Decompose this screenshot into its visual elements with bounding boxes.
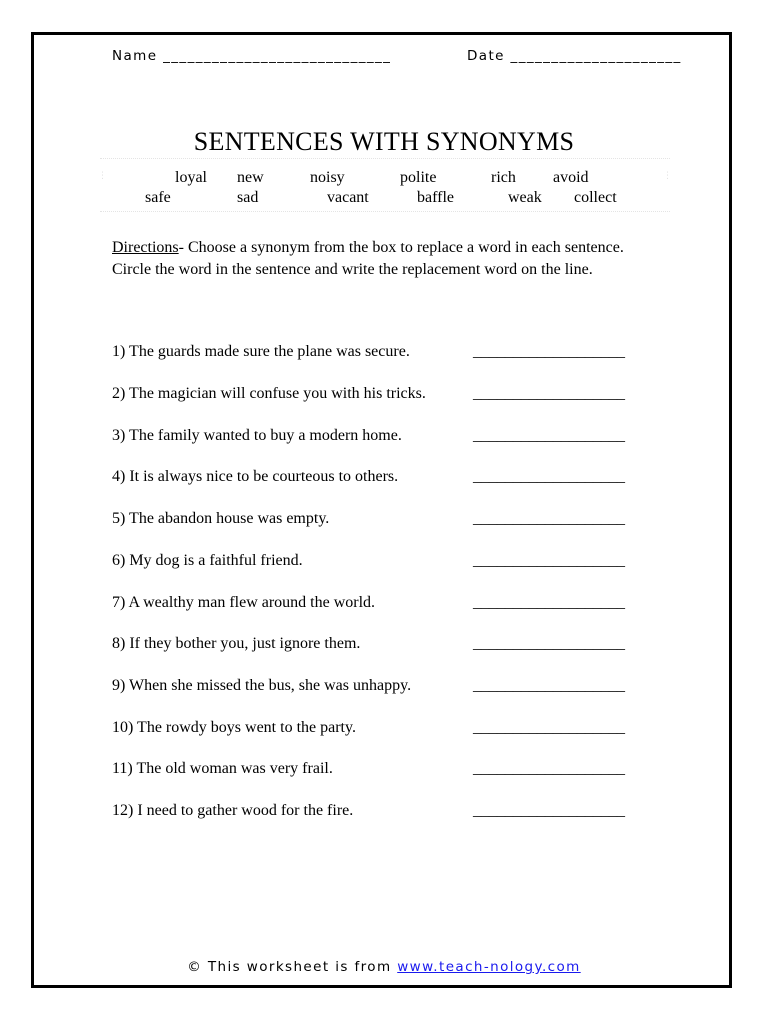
question-item: 10) The rowdy boys went to the party. — [112, 719, 356, 736]
answer-line[interactable]: ___________________ — [473, 343, 625, 360]
question-item: 5) The abandon house was empty. — [112, 510, 330, 527]
answer-line[interactable]: ___________________ — [473, 552, 625, 569]
answer-line[interactable]: ___________________ — [473, 427, 625, 444]
question-item: 1) The guards made sure the plane was secure. — [112, 343, 410, 360]
word-box-item: loyal — [175, 169, 207, 186]
word-box-item: new — [237, 169, 264, 186]
directions-text: - Choose a synonym from the box to replace a word in each sentence. Circle the word in the sentence and write the replacement word on the line. — [112, 239, 624, 278]
answer-line[interactable]: ___________________ — [473, 677, 625, 694]
answer-line[interactable]: ___________________ — [473, 594, 625, 611]
question-item: 11) The old woman was very frail. — [112, 760, 333, 777]
word-box-item: safe — [145, 189, 171, 206]
name-field-label: Name ____________________________ — [112, 48, 392, 64]
question-item: 6) My dog is a faithful friend. — [112, 552, 303, 569]
word-box-item: noisy — [310, 169, 345, 186]
answer-line[interactable]: ___________________ — [473, 802, 625, 819]
word-box-item: avoid — [553, 169, 589, 186]
box-edge-mark-right: ⋮ — [663, 171, 672, 181]
word-box-item: sad — [237, 189, 259, 206]
question-item: 7) A wealthy man flew around the world. — [112, 594, 376, 611]
page-title: SENTENCES WITH SYNONYMS — [193, 127, 575, 156]
word-box-item: collect — [574, 189, 617, 206]
footer-credit — [0, 959, 768, 975]
word-box-item: weak — [508, 189, 542, 206]
word-box-item: baffle — [417, 189, 455, 206]
word-box-item: rich — [491, 169, 516, 186]
answer-line[interactable]: ___________________ — [473, 510, 625, 527]
word-box-item: vacant — [327, 189, 369, 206]
footer-link[interactable]: www.teach-nology.com — [397, 959, 581, 975]
answer-line[interactable]: ___________________ — [473, 635, 625, 652]
question-item: 8) If they bother you, just ignore them. — [112, 635, 361, 652]
answer-line[interactable]: ___________________ — [473, 760, 625, 777]
word-box-item: polite — [400, 169, 437, 186]
date-field-label: Date _____________________ — [467, 48, 682, 64]
answer-line[interactable]: ___________________ — [473, 468, 625, 485]
directions-label: Directions — [112, 239, 179, 256]
answer-line[interactable]: ___________________ — [473, 385, 625, 402]
answer-line[interactable]: ___________________ — [473, 719, 625, 736]
directions-paragraph — [112, 237, 660, 280]
question-item: 3) The family wanted to buy a modern home. — [112, 427, 402, 444]
question-item: 4) It is always nice to be courteous to others. — [112, 468, 399, 485]
footer-prefix: © This worksheet is from — [187, 959, 398, 975]
box-edge-mark-left: ⋮ — [98, 171, 107, 181]
question-item: 12) I need to gather wood for the fire. — [112, 802, 354, 819]
question-item: 9) When she missed the bus, she was unhappy. — [112, 677, 412, 694]
question-item: 2) The magician will confuse you with his tricks. — [112, 385, 426, 402]
